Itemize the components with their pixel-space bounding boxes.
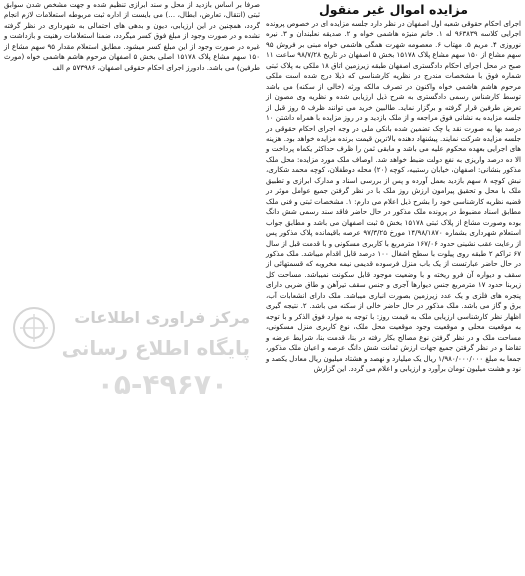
watermark-line-1: مرکز فراوری اطلاعات: [74, 308, 250, 327]
watermark-logo-icon: [12, 306, 56, 350]
right-column: [266, 0, 521, 374]
watermark: [4, 298, 260, 408]
watermark-line-2: پایگاه اطلاع رسانی: [61, 336, 250, 360]
notice-body-left: صرفا بر اساس بازدید از محل و سند ابرازی تنظیم شده و جهت مشخص شدن سوابق ثبتی (انتقال، تعارض، ابطال، …) می بایست از اداره ثبت مربوطه استعلامات لازم انجام گردد، همچنین در این ارزیابی، دیون و بدهی های احتمالی به شهرداری در نظر گرفته نشده و در صورت وجود از مبلغ فوق کسر میگردد، ضمنا استعلامات رهنیت و بازداشت و غیره در صورت وجود از این مبلغ کسر میشود. مطابق استعلام مقدار ۹۵ سهم مشاع از ۱۵۰ سهم مشاع پلاک ۱۵۱۷۸ اصلی بخش ۵ اصفهان مرحوم هاشم هاشمی خواه (مورث طرفین) می باشد. دادورز اجرای احکام حقوقی اصفهان، ۵۷۳۹۸۶ م الف: [4, 0, 260, 72]
notice-title: مزایده اموال غیر منقول: [318, 2, 469, 17]
notice-body-right: اجرای احکام حقوقی شعبه اول اصفهان در نظر دارد جلسه مزایده ای در خصوص پرونده اجرایی کلاسه ۹۶۳۸۳۹ له ۱. خانم منیژه هاشمی خواه و ۲. صدیقه نعلبندان و ۳. نیره نوروزی ۴. مریم ۵. مهتاب ۶. معصومه شهرت همگی هاشمی خواه مبنی بر فروش ۹۵ سهم مشاع از ۱۵۰ سهم مشاع پلاک ۱۵۱۷۸ بخش ۵ اصفهان در تاریخ ۹۸/۷/۲۸ ساعت ۱۱ صبح در محل اجرای احکام دادگستری اصفهان طبقه زیرزمین اتاق ۱۸ ملکی به پلاک ثبتی شماره فوق با مشخصات مندرج در نظریه کارشناسی که ذیلا درج شده است ملکی مرحوم هاشم هاشمی خواه واکنون در تصرف مالکه ورثه (خالی از سکنه) می باشد توسط کارشناس رسمی دادگستری به شرح ذیل ارزیابی شده و نظریه وی مصون از تعرض طرفین قرار گرفته و برگزار نماید. طالبین خرید می توانند ظرف ۵ روز قبل از جلسه مزایده به نشانی فوق مراجعه و از ملک بازدید و در روز مزایده با همراه داشتن ۱۰ درصد بها به صورت نقد یا چک تضمین شده بانکی ملی در وجه اجرای احکام حقوقی در جلسه مزایده شرکت نمایند. پیشنهاد دهنده بالاترین قیمت برنده مزایده خواهد بود. هزینه های اجرایی بعهده محکوم علیه می باشد و مابقی ثمن را ظرف حداکثر یکماه پرداخت و الا ده درصد واریزی به نفع دولت ضبط خواهد شد. اوصاف ملک مورد مزایده: محل ملک مذکور بنشانی: اصفهان، خیابان رستبیه، کوچه (۲۰) محله دوطفلان، کوچه محمد شکاری، نبش کوچه ۸ سهم بازدید بعمل آورده و پس از بررسی اسناد و مدارک ابرازی و تطبیق ملک با محل و تحقیق پیرامون ارزش روز ملک با در نظر گرفتن جمیع عوامل موثر در قضیه نظریه کارشناسی خود را بشرح ذیل اعلام می دارم: ۱. مشخصات ثبتی و فنی ملک مطابق اسناد مضبوط در پرونده ملک مذکور در حال حاضر فاقد سند رسمی شش دانگ بوده وصورت مشاع از پلاک ثبتی ۱۵۱۷۸ بخش ۵ ثبت اصفهان می باشد و مطابق جواب استعلام شهرداری بشماره ۱۴/۹۸/۱۸۷۰ مورخ ۹۷/۳/۲۵ عرصه باقیمانده پلاک مذکور پس از رعایت عقب نشینی حدود ۱۶۷/۰۶ مترمربع با کاربری مسکونی و با قدمت قبل از سال ۶۷ تراکم ۲ طبقه روی پیلوت با سطح اشغال ۱۰۰ درصد قابل اقدام میباشد. ملک مذکور در حال حاضر عبارتست از یک باب منزل فرسوده قدیمی نیمه مخروبه که قسمتهائی از سقف و دیواره آن فرو ریخته و با وضعیت موجود قابل سکونت نمیباشد. مساحت کل زیربنا حدود ۱۷ مترمربع جنس دیوارها آجری و جنس سقف تیرآهن و طاق ضربی دارای پنجره های فلزی و یک عدد زیرزمین بصورت انباری میباشد. ملک دارای انشعابات آب، برق و گاز می باشد. ملک مذکور در حال حاضر خالی از سکنه می باشد. ۲. نتیجه گیری اظهار نظر کارشناسی ارزیابی ملک به قیمت روز: با توجه به موارد فوق الذکر و با توجه به موقعیت محلی و موقعیت وجود موقعیت محل ملک، نوع کاربری منزل مسکونی، مساحت ملک و در نظر گرفتن نوع مصالح بکار رفته در بنا، قدمت بنا، شرایط عرضه و تقاضا و در نظر گرفتن جمیع جهات ارزش ثمانت شش دانگ عرصه و اعیان ملک مذکور، جمعا به مبلغ ۱/۹۸۰/۰۰۰/۰۰۰ ریال یک میلیارد و نهصد و هشتاد میلیون ریال معادل یکصد و نود و هشت میلیون تومان برآورد و ارزیابی و اعلام می گردد. این گزارش: [266, 19, 522, 373]
watermark-phone: ۰۵-۴۹۶۷۰: [96, 368, 228, 401]
left-column: [4, 0, 260, 73]
